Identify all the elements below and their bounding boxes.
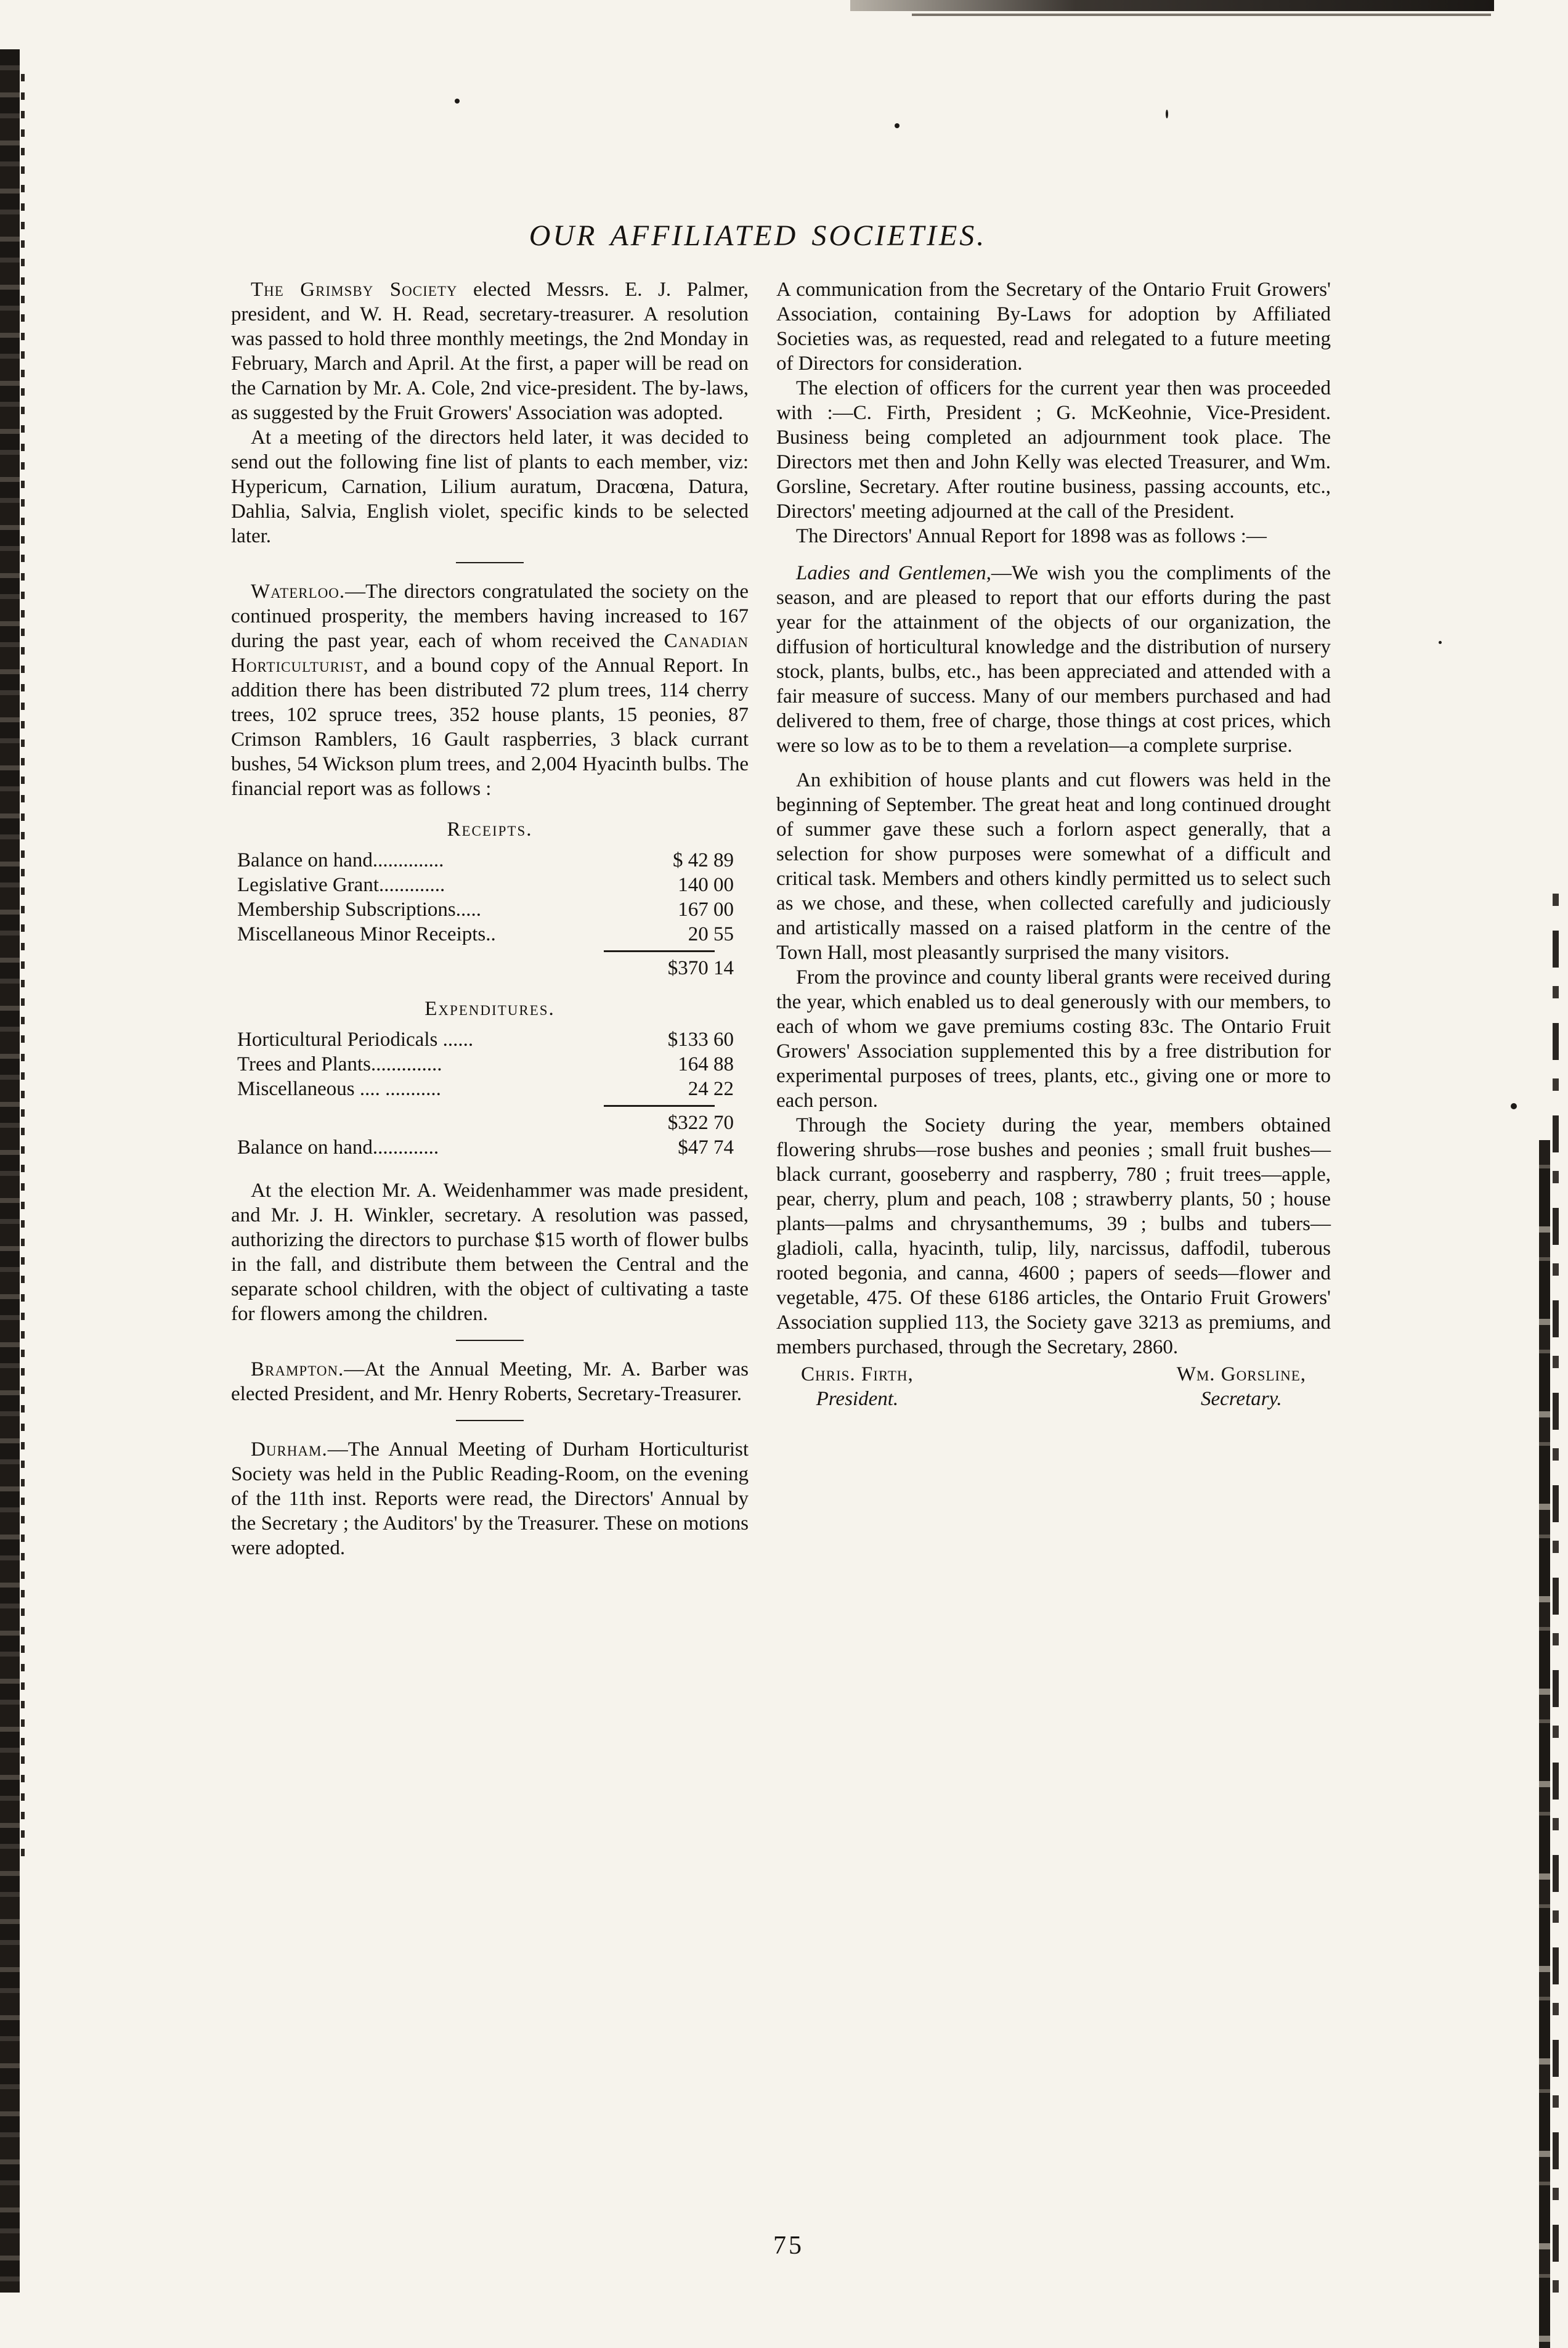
expenditure-amount: 164 88: [678, 1053, 734, 1075]
expenditures-total: $322 70: [667, 1112, 734, 1134]
signatures: [776, 1362, 1331, 1411]
scan-rule-top: [850, 0, 1494, 11]
table-row: [231, 1077, 749, 1101]
scan-speck: [1511, 1103, 1517, 1109]
expenditure-label: Horticultural Periodicals ......: [237, 1029, 474, 1051]
binding-edge-shadow: [21, 74, 25, 1861]
journal-name: Canadian Horticulturist: [231, 630, 749, 677]
expenditure-label: Trees and Plants..............: [237, 1053, 442, 1075]
society-name-durham: Durham.: [251, 1438, 328, 1461]
table-row: [231, 1052, 749, 1077]
durham-text: —The Annual Meeting of Durham Horticulturist Society was held in the Public Reading-Room, on the evening of the 11th inst. Reports were read, the Directors' Annual by the Secretary ; the Auditors' by the Treasurer. These on motions were adopted.: [231, 1438, 749, 1559]
secretary-name: Wm. Gorsline,: [1176, 1363, 1306, 1385]
receipts-total-row: [231, 956, 749, 980]
section-divider: [456, 1340, 524, 1341]
binding-edge-right-thin: [1553, 894, 1559, 2311]
receipt-label: Miscellaneous Minor Receipts..: [237, 923, 496, 945]
signature-president: [801, 1362, 914, 1411]
scan-speck: [895, 123, 900, 128]
annual-report-intro: The Directors' Annual Report for 1898 was as follows :—: [796, 525, 1267, 547]
president-name: Chris. Firth,: [801, 1363, 914, 1385]
receipt-label: Membership Subscriptions.....: [237, 899, 481, 921]
binding-edge-left: [0, 49, 20, 2293]
receipts-total: $370 14: [667, 957, 734, 979]
scan-speck: [455, 99, 460, 104]
distribution-paragraph: Through the Society during the year, members obtained flowering shrubs—rose bushes and peonies ; small fruit bushes—black currant, gooseberry and raspberry, 780 ; fruit trees—apple, pear, cherry, plum and peach, 108 ; strawberry plants, 50 ; house plants—palms and chrysanthemums, 39 ; bulbs and tubers—gladioli, calla, hyacinth, tulip, lily, narcissus, daffodil, tuberous rooted begonia, and canna, 4600 ; papers of seeds—flower and vegetable, 475. Of these 6186 articles, the Ontario Fruit Growers' Association supplied 113, the Society gave 3213 as premiums, and members purchased, through the Secretary, 2860.: [776, 1114, 1331, 1358]
grimsby-paragraph-2: At a meeting of the directors held later, it was decided to send out the following fine list of plants to each member, viz: Hypericum, Carnation, Lilium auratum, Dracœna, Datura, Dahlia, Salvia, English violet, specific kinds to be selected later.: [231, 426, 749, 547]
society-name-grimsby: The Grimsby Society: [251, 279, 458, 301]
balance-label: Balance on hand.............: [237, 1136, 439, 1159]
durham-paragraph: [231, 1437, 749, 1560]
receipts-table: [231, 848, 749, 980]
president-title: President.: [816, 1388, 899, 1410]
society-name-waterloo: Waterloo.: [251, 581, 346, 603]
table-row: [231, 848, 749, 873]
signature-secretary: [1177, 1362, 1306, 1411]
receipt-amount: 167 00: [678, 899, 734, 921]
left-column: [231, 277, 749, 1560]
waterloo-text-a: —The directors congratulated the society on the continued prosperity, the members having increased to 167 during the past year, each of whom received the: [231, 581, 749, 652]
communication-paragraph: A communication from the Secretary of the Ontario Fruit Growers' Association, containing By-Laws for adoption by Affiliated Societies was, as requested, read and relegated to a future meeting of Directors for consideration.: [776, 279, 1331, 375]
total-rule: [604, 950, 715, 952]
waterloo-paragraph-2: At the election Mr. A. Weidenhammer was made president, and Mr. J. H. Winkler, secretary. A resolution was passed, authorizing the directors to purchase $15 worth of flower bulbs in the fall, and distribute them between the Central and the separate school children, with the object of cultivating a taste for flowers among the children.: [231, 1180, 749, 1325]
receipt-label: Legislative Grant.............: [237, 874, 445, 896]
address-paragraph: [776, 561, 1331, 758]
total-rule: [604, 1105, 715, 1107]
expenditures-table: [231, 1027, 749, 1160]
receipt-amount: 140 00: [678, 874, 734, 896]
balance-amount: $47 74: [678, 1136, 734, 1159]
table-row: [231, 1135, 749, 1160]
scan-speck: [1439, 641, 1442, 644]
table-row: [231, 873, 749, 897]
scan-speck: [1166, 110, 1168, 118]
receipt-label: Balance on hand..............: [237, 849, 444, 871]
waterloo-paragraph: [231, 579, 749, 801]
exhibition-paragraph: An exhibition of house plants and cut flowers was held in the beginning of September. The great heat and long continued drought of summer gave these such a forlorn aspect generally, that a selection for show purposes were somewhat of a difficult and critical task. Members and others kindly permitted us to select such as we chose, and these, when collected carefully and judiciously and artistically massed on a raised platform in the centre of the Town Hall, most pleasantly surprised the many visitors.: [776, 769, 1331, 964]
receipts-title: Receipts.: [447, 818, 533, 841]
brampton-text: —At the Annual Meeting, Mr. A. Barber was elected President, and Mr. Henry Roberts, Secretary-Treasurer.: [231, 1358, 749, 1405]
table-row: [231, 897, 749, 922]
waterloo-text-b: , and a bound copy of the Annual Report. In addition there has been distributed 72 plum trees, 114 cherry trees, 102 spruce trees, 352 house plants, 15 peonies, 87 Crimson Ramblers, 16 Gault raspberries, 3 black currant bushes, 54 Wickson plum trees, and 2,004 Hyacinth bulbs. The financial report was as follows :: [231, 654, 749, 800]
page-heading: OUR AFFILIATED SOCIETIES.: [529, 219, 987, 252]
table-row: [231, 922, 749, 947]
expenditures-total-row: [231, 1111, 749, 1135]
society-name-brampton: Brampton.: [251, 1358, 344, 1380]
grants-paragraph: From the province and county liberal grants were received during the year, which enabled us to deal generously with our members, to each of whom we gave premiums costing 83c. The Ontario Fruit Growers' Association supplemented this by a free distribution for experimental purposes of trees, plants, etc., giving one or more to each person.: [776, 966, 1331, 1112]
expenditures-title: Expenditures.: [424, 998, 555, 1020]
receipt-amount: 20 55: [688, 923, 734, 945]
receipt-amount: $ 42 89: [673, 849, 734, 871]
address-text: —We wish you the compliments of the season, and are pleased to report that our efforts during the past year for the attainment of the objects of our organization, the diffusion of horticultural knowledge and the distribution of nursery stock, plants, bulbs, etc., has been appreciated and attended with a fair measure of success. Many of our members purchased and had delivered to them, free of charge, those things at cost prices, which were so low as to be to them a revelation—a complete surprise.: [776, 562, 1331, 757]
right-column: [776, 277, 1331, 1411]
section-divider: [456, 1420, 524, 1421]
binding-edge-right: [1539, 1140, 1550, 2348]
grimsby-paragraph: [231, 277, 749, 425]
brampton-paragraph: [231, 1357, 749, 1406]
grimsby-text: elected Messrs. E. J. Palmer, president, and W. H. Read, secretary-treasurer. A resolution was passed to hold three monthly meetings, the 2nd Monday in February, March and April. At the first, a paper will be read on the Carnation by Mr. A. Cole, 2nd vice-president. The by-laws, as suggested by the Fruit Growers' Association was adopted.: [231, 279, 749, 424]
salutation: Ladies and Gentlemen,: [796, 562, 991, 584]
secretary-title: Secretary.: [1201, 1388, 1282, 1410]
table-row: [231, 1027, 749, 1052]
scan-rule-top-thin: [912, 14, 1491, 16]
expenditure-label: Miscellaneous .... ...........: [237, 1078, 441, 1100]
expenditure-amount: 24 22: [688, 1078, 734, 1100]
election-paragraph: The election of officers for the current year then was proceeded with :—C. Firth, President ; G. McKeohnie, Vice-President. Business being completed an adjournment took place. The Directors met then and John Kelly was elected Treasurer, and Wm. Gorsline, Secretary. After routine business, passing accounts, etc., Directors' meeting adjourned at the call of the President.: [776, 377, 1331, 523]
expenditure-amount: $133 60: [667, 1029, 734, 1051]
section-divider: [456, 562, 524, 563]
page-number: 75: [773, 2232, 804, 2260]
